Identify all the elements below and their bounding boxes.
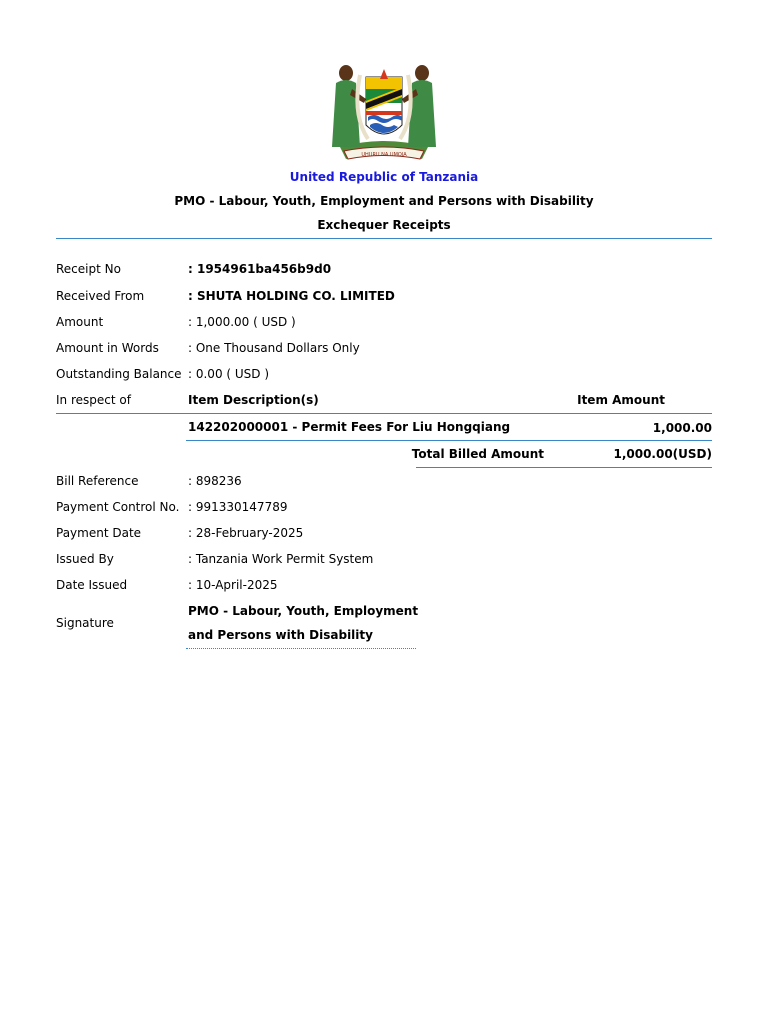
ministry-name: PMO - Labour, Youth, Employment and Persons with Disability [174,194,594,208]
signature-line-2: and Persons with Disability [188,628,373,642]
amount-words-label: Amount in Words [56,341,159,355]
total-billed-value: 1,000.00(USD) [613,447,712,461]
tanzania-coat-of-arms-icon [322,55,446,167]
item-amount-header: Item Amount [577,393,665,407]
received-from-label: Received From [56,289,145,303]
bill-reference-label: Bill Reference [56,474,139,488]
date-issued-label: Date Issued [56,578,128,592]
outstanding-balance-label: Outstanding Balance [56,367,182,381]
table-divider-top [56,413,712,414]
header-divider [56,238,712,239]
amount-label: Amount [56,315,104,329]
issued-by-label: Issued By [56,552,114,566]
outstanding-balance-value: : 0.00 ( USD ) [188,367,270,381]
payment-date-value: : 28-February-2025 [188,526,304,540]
bill-reference-value: : 898236 [188,474,242,488]
amount-value: : 1,000.00 ( USD ) [188,315,296,329]
item-description-header: Item Description(s) [188,393,319,407]
signature-line-1: PMO - Labour, Youth, Employment [188,604,419,618]
in-respect-of-label: In respect of [56,393,131,407]
signature-label: Signature [56,616,114,630]
svg-text:UHURU NA UMOJA: UHURU NA UMOJA [361,152,407,158]
receipt-no-label: Receipt No [56,262,121,276]
amount-words-value: : One Thousand Dollars Only [188,341,360,355]
receipt-no-value: : 1954961ba456b9d0 [188,262,332,276]
table-divider-total [416,467,712,468]
issued-by-value: : Tanzania Work Permit System [188,552,374,566]
payment-date-label: Payment Date [56,526,142,540]
item-description-cell: 142202000001 - Permit Fees For Liu Hongqiang [188,420,511,434]
date-issued-value: : 10-April-2025 [188,578,278,592]
document-title: Exchequer Receipts [317,218,451,232]
total-billed-label: Total Billed Amount [411,447,544,461]
signature-underline [186,648,416,649]
payment-control-value: : 991330147789 [188,500,288,514]
country-name: United Republic of Tanzania [289,170,479,184]
payment-control-label: Payment Control No. [56,500,180,514]
received-from-value: : SHUTA HOLDING CO. LIMITED [188,289,395,303]
item-amount-cell: 1,000.00 [652,421,712,435]
table-divider-row [186,440,712,441]
